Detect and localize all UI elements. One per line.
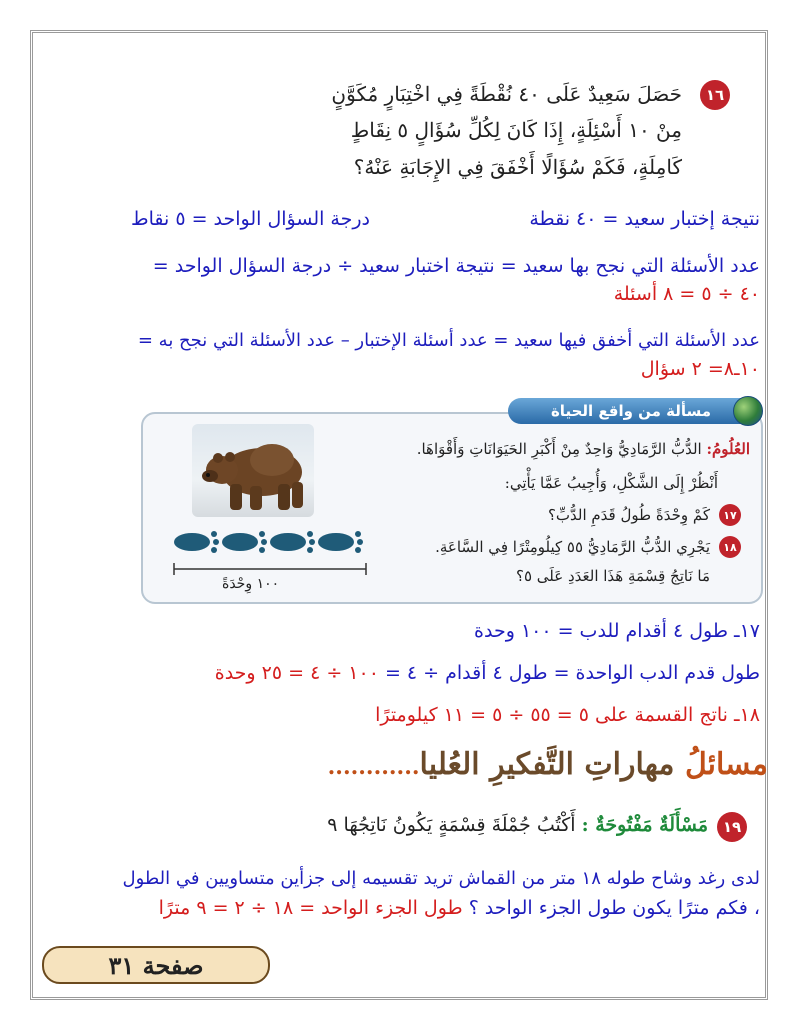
answer-17-line-2-text: طول قدم الدب الواحدة = طول ٤ أقدام ÷ ٤ = [378, 662, 760, 684]
question-18-line-1: يَجْرِي الدُّبُّ الرَّمَادِيُّ ٥٥ كِيلُومِتْرًا فِي السَّاعَةِ. [435, 538, 710, 556]
header-word-2: مهاراتِ التَّفكيرِ العُليا [419, 747, 675, 782]
answer-18-line: ١٨ـ ناتج القسمة على ٥ = ٥٥ ÷ ٥ = ١١ كيلومترًا [375, 704, 760, 726]
answer-17-line-1: ١٧ـ طول ٤ أقدام للدب = ١٠٠ وحدة [474, 620, 760, 642]
paw-print-icon [270, 531, 315, 553]
answer-16-grade: درجة السؤال الواحد = ٥ نقاط [131, 208, 370, 230]
box-intro-line [417, 440, 750, 458]
question-19-label: مَسْأَلَةٌ مَفْتُوحَةٌ : [581, 814, 708, 836]
answer-16-failed-line-2: ١٠ـ٨= ٢ سؤال [640, 358, 760, 380]
paw-print-icon [174, 531, 219, 553]
question-17-badge [719, 504, 741, 526]
answer-17-line-2-result: ١٠٠ ÷ ٤ = ٢٥ وحدة [214, 662, 379, 684]
paw-print-icon [318, 531, 363, 553]
page-number-label: صفحة ٣١ [42, 946, 270, 984]
question-18-badge [719, 536, 741, 558]
answer-17-line-2 [215, 662, 760, 684]
question-16-line-2: مِنْ ١٠ أَسْئِلَةٍ، إِذَا كَانَ لِكُلِّ سُؤَالٍ ٥ نِقَاطٍ [350, 118, 682, 142]
question-16-number: ١٦ [705, 86, 725, 104]
question-18-line-2: مَا نَاتِجُ قِسْمَةِ هَذَا العَدَدِ عَلَى ٥؟ [515, 567, 710, 585]
question-19-text: أَكْتُبُ جُمْلَةَ قِسْمَةٍ يَكُونُ نَاتِجُهَا ٩ [327, 814, 576, 836]
header-word-1: مسائلُ [684, 747, 768, 782]
paw-prints [170, 526, 370, 558]
box-topic-label: العُلُومُ: [706, 440, 750, 458]
box-intro-text: الدُّبُّ الرَّمَادِيُّ وَاحِدٌ مِنْ أَكْبَرِ الحَيَوَانَاتِ وَأَقْوَاهَا. [416, 440, 702, 458]
real-life-banner: مسألة من واقع الحياة [508, 398, 754, 424]
bear-icon [192, 424, 314, 517]
question-17-text: كَمْ وِحْدَةً طُولُ قَدَمِ الدُّبِّ؟ [547, 506, 710, 524]
box-instruction: أَنْظُرْ إِلَى الشَّكْلِ، وَأُجِيبُ عَمَّا يَأْتِي: [504, 474, 718, 492]
answer-19-line-2 [159, 897, 760, 919]
answer-19-line-2-question: ، فكم مترًا يكون طول الجزء الواحد ؟ [468, 897, 760, 919]
answer-16-passed-line-2: ٤٠ ÷ ٥ = ٨ أسئلة [613, 283, 760, 305]
answer-19-line-1: لدى رغد وشاح طوله ١٨ متر من القماش تريد تقسيمه إلى جزأين متساويين في الطول [122, 868, 760, 889]
higher-thinking-header [328, 747, 768, 782]
question-19-badge [717, 812, 747, 842]
question-19-line [327, 814, 708, 836]
question-16-badge [700, 80, 730, 110]
question-19-number: ١٩ [722, 818, 742, 836]
question-18-number: ١٨ [723, 540, 737, 554]
question-16-line-3: كَامِلَةٍ، فَكَمْ سُؤَالًا أَخْفَقَ فِي الإِجَابَةِ عَنْهُ؟ [353, 155, 682, 179]
answer-19-line-2-result: طول الجزء الواحد = ١٨ ÷ ٢ = ٩ مترًا [158, 897, 463, 919]
ruler-line [172, 562, 368, 576]
header-dots: ............ [327, 754, 420, 780]
answer-16-failed-line-1: عدد الأسئلة التي أخفق فيها سعيد = عدد أسئلة الإختبار – عدد الأسئلة التي نجح به = [137, 330, 760, 351]
ruler-label: ١٠٠ وِحْدَةً [222, 576, 280, 592]
question-17-number: ١٧ [723, 508, 737, 522]
answer-16-score: نتيجة إختبار سعيد = ٤٠ نقطة [529, 208, 760, 230]
globe-icon [733, 396, 763, 426]
question-16-line-1: حَصَلَ سَعِيدٌ عَلَى ٤٠ نُقْطَةً فِي اخْتِبَارٍ مُكَوَّنٍ [331, 82, 682, 106]
paw-print-icon [222, 531, 267, 553]
answer-16-passed-line-1: عدد الأسئلة التي نجح بها سعيد = نتيجة اختبار سعيد ÷ درجة السؤال الواحد = [152, 255, 760, 277]
